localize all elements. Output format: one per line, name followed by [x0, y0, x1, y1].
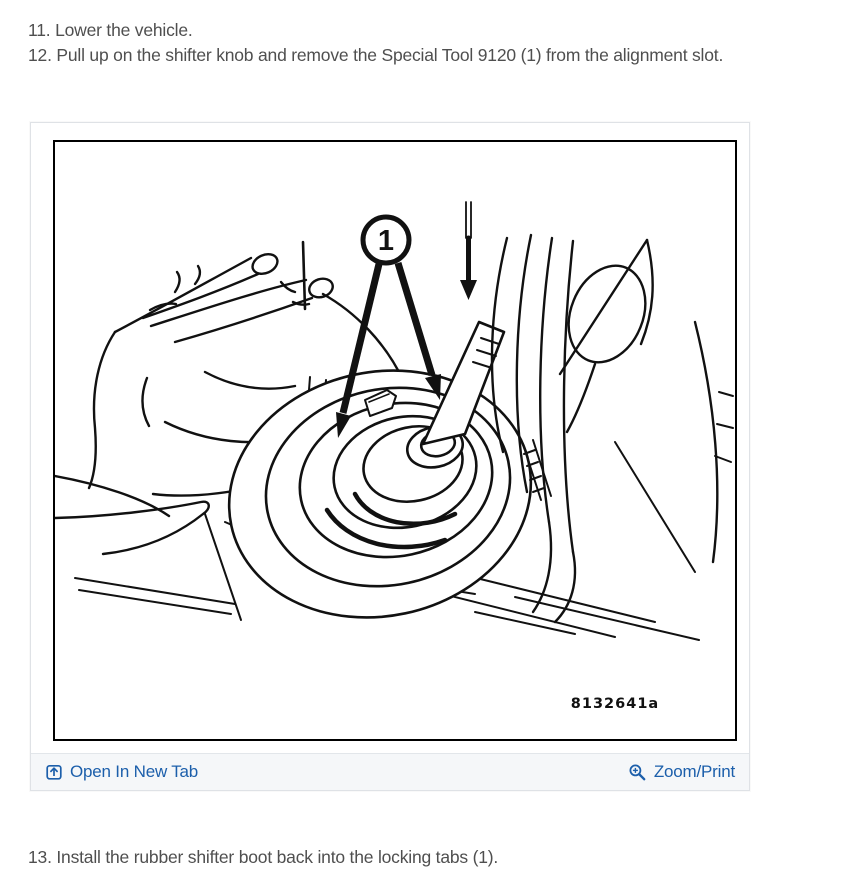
right-hand-drawing	[492, 235, 717, 622]
figure-frame	[53, 140, 737, 741]
instruction-steps-top	[0, 0, 852, 68]
magnifier-plus-icon	[628, 763, 647, 782]
step-13: 13. Install the rubber shifter boot back into the locking tabs (1).	[28, 847, 499, 867]
figure-toolbar	[31, 753, 749, 790]
zoom-print-label: Zoom/Print	[653, 762, 735, 781]
open-in-new-tab-link[interactable]	[45, 762, 198, 782]
box-arrow-up-icon	[45, 763, 63, 781]
callout-number: 1	[377, 225, 395, 257]
open-in-new-tab-label: Open In New Tab	[70, 762, 199, 781]
step-11: 11. Lower the vehicle.	[28, 20, 193, 40]
figure-code: 8132641a	[570, 696, 660, 712]
figure-frame-wrap	[31, 123, 749, 753]
shifter-boot-illustration	[55, 142, 735, 739]
figure-card	[30, 122, 750, 791]
zoom-print-link[interactable]	[628, 762, 735, 782]
step-12: 12. Pull up on the shifter knob and remove the Special Tool 9120 (1) from the alignment slot.	[28, 45, 724, 65]
